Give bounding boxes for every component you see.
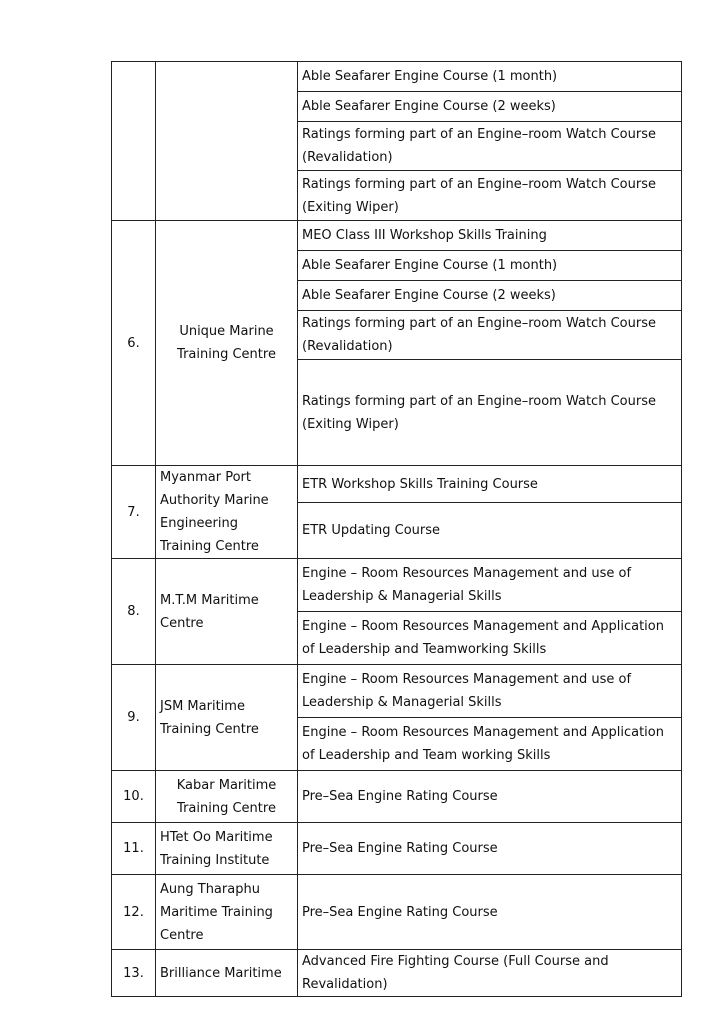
table-row [112,950,682,997]
course-cell: Engine – Room Resources Management and Application of Leadership and Teamworking Skills [298,612,682,665]
row-number: 12. [112,875,156,950]
course-cell: Able Seafarer Engine Course (2 weeks) [298,92,682,122]
centre-name: Myanmar Port Authority Marine Engineering Training Centre [156,466,298,559]
course-cell: ETR Updating Course [298,503,682,559]
course-cell: Engine – Room Resources Management and use of Leadership & Managerial Skills [298,665,682,718]
row-number [112,62,156,221]
table-row [112,221,682,251]
course-cell: Pre–Sea Engine Rating Course [298,823,682,875]
course-cell: Able Seafarer Engine Course (1 month) [298,62,682,92]
centre-name: Unique Marine Training Centre [156,221,298,466]
course-cell: Pre–Sea Engine Rating Course [298,875,682,950]
course-cell: Ratings forming part of an Engine–room Watch Course (Exiting Wiper) [298,171,682,221]
row-number: 7. [112,466,156,559]
course-cell: Engine – Room Resources Management and Application of Leadership and Team working Skills [298,718,682,771]
course-cell: MEO Class III Workshop Skills Training [298,221,682,251]
course-cell: Able Seafarer Engine Course (2 weeks) [298,281,682,311]
row-number: 10. [112,771,156,823]
centre-name: M.T.M Maritime Centre [156,559,298,665]
table-row [112,875,682,950]
centre-name: Kabar Maritime Training Centre [156,771,298,823]
course-cell: Ratings forming part of an Engine–room Watch Course (Exiting Wiper) [298,360,682,466]
centre-name: JSM Maritime Training Centre [156,665,298,771]
course-cell: ETR Workshop Skills Training Course [298,466,682,503]
row-number: 13. [112,950,156,997]
course-cell: Able Seafarer Engine Course (1 month) [298,251,682,281]
table-row [112,62,682,92]
centre-name: Aung Tharaphu Maritime Training Centre [156,875,298,950]
table-row [112,665,682,718]
course-cell: Ratings forming part of an Engine–room Watch Course (Revalidation) [298,311,682,360]
centre-name: Brilliance Maritime [156,950,298,997]
table-row [112,823,682,875]
course-cell: Engine – Room Resources Management and use of Leadership & Managerial Skills [298,559,682,612]
table-row [112,771,682,823]
row-number: 6. [112,221,156,466]
centre-name [156,62,298,221]
row-number: 11. [112,823,156,875]
row-number: 9. [112,665,156,771]
table-row [112,559,682,612]
row-number: 8. [112,559,156,665]
table-row [112,466,682,503]
centre-name: HTet Oo Maritime Training Institute [156,823,298,875]
course-cell: Pre–Sea Engine Rating Course [298,771,682,823]
course-cell: Ratings forming part of an Engine–room Watch Course (Revalidation) [298,122,682,171]
training-courses-table [111,61,682,997]
course-cell: Advanced Fire Fighting Course (Full Course and Revalidation) [298,950,682,997]
